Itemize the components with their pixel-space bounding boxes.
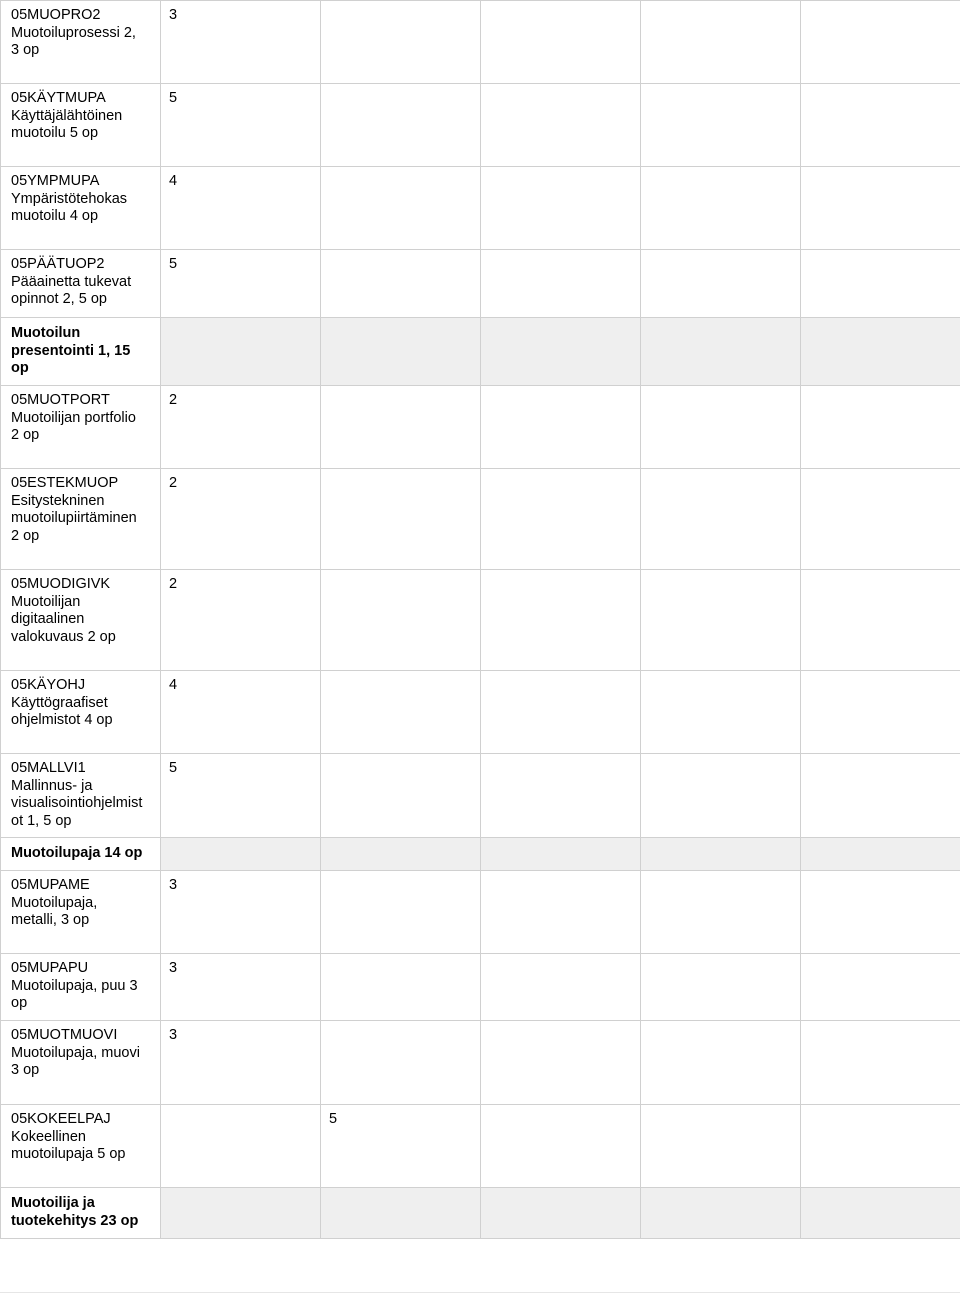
credit-cell	[161, 1188, 321, 1239]
group-row	[1, 838, 960, 871]
cell-text-line: muotoilupiirtäminen	[11, 510, 137, 526]
course-name-cell	[1, 754, 161, 838]
course-row	[1, 1021, 960, 1105]
credit-cell: 2	[161, 386, 321, 469]
credit-cell: 3	[161, 1021, 321, 1105]
credit-cell	[641, 167, 801, 250]
credit-cell: 5	[161, 84, 321, 167]
credit-cell	[801, 754, 960, 838]
cell-text-line: Muotoilijan	[11, 593, 81, 610]
credit-cell: 5	[161, 754, 321, 838]
credit-cell	[801, 838, 960, 871]
credit-cell	[481, 250, 641, 318]
credit-cell: 3	[161, 871, 321, 954]
course-name-cell	[1, 1105, 161, 1188]
course-name-cell	[1, 84, 161, 167]
credit-cell	[801, 570, 960, 671]
credit-cell: 4	[161, 167, 321, 250]
cell-text-line: 05MALLVI1	[11, 760, 86, 776]
group-title-cell	[1, 838, 161, 871]
group-title-cell	[1, 318, 161, 386]
cell-text-line: 05MUOTPORT	[11, 392, 110, 408]
credit-cell	[481, 469, 641, 570]
credit-cell	[481, 167, 641, 250]
group-row	[1, 318, 960, 386]
cell-text-line: Muotoilupaja, muovi	[11, 1044, 140, 1061]
group-row	[1, 1188, 960, 1239]
course-row	[1, 386, 960, 469]
credit-cell	[801, 250, 960, 318]
cell-text-line: opinnot 2, 5 op	[11, 291, 107, 307]
credit-cell: 2	[161, 469, 321, 570]
cell-text-line: Muotoilun	[11, 325, 81, 341]
course-row	[1, 250, 960, 318]
credit-cell	[321, 469, 481, 570]
credit-cell	[481, 871, 641, 954]
course-name-cell	[1, 954, 161, 1021]
cell-text-line: ohjelmistot 4 op	[11, 712, 113, 728]
cell-text-line: Muotoilija ja	[11, 1195, 95, 1211]
credit-cell	[641, 318, 801, 386]
course-name-cell	[1, 250, 161, 318]
cell-text-line: Muotoilijan portfolio	[11, 409, 136, 426]
credit-cell	[321, 318, 481, 386]
credit-cell	[321, 954, 481, 1021]
cell-text-line: Muotoiluprosessi 2,	[11, 24, 136, 41]
credit-cell	[641, 1105, 801, 1188]
credit-cell	[321, 1188, 481, 1239]
cell-text-line: Esitystekninen	[11, 492, 105, 509]
credit-cell	[481, 754, 641, 838]
course-row	[1, 167, 960, 250]
credit-cell	[801, 954, 960, 1021]
course-row	[1, 84, 960, 167]
study-plan-body	[1, 1, 960, 1239]
cell-text-line: digitaalinen	[11, 611, 85, 627]
credit-cell	[321, 1, 481, 84]
cell-text-line: metalli, 3 op	[11, 912, 90, 928]
credit-cell	[481, 570, 641, 671]
cell-text-line: 05MUOPRO2	[11, 7, 101, 23]
credit-cell	[801, 469, 960, 570]
cell-text-line: valokuvaus 2 op	[11, 628, 116, 645]
cell-text-line: 05YMPMUPA	[11, 173, 100, 189]
credit-cell	[321, 838, 481, 871]
cell-text-line: Ympäristötehokas	[11, 190, 128, 207]
cell-text-line: tuotekehitys 23 op	[11, 1212, 139, 1229]
course-row	[1, 871, 960, 954]
credit-cell: 5	[161, 250, 321, 318]
credit-cell	[321, 671, 481, 754]
credit-cell	[321, 570, 481, 671]
cell-text-line: ot 1, 5 op	[11, 812, 72, 829]
credit-cell	[641, 838, 801, 871]
credit-cell	[801, 671, 960, 754]
cell-text-line: muotoilupaja 5 op	[11, 1146, 126, 1162]
cell-text-line: visualisointiohjelmist	[11, 795, 143, 811]
credit-cell: 4	[161, 671, 321, 754]
credit-cell	[481, 386, 641, 469]
credit-cell	[801, 1105, 960, 1188]
credit-cell	[481, 1021, 641, 1105]
credit-cell	[641, 1, 801, 84]
credit-cell	[641, 1021, 801, 1105]
credit-cell: 2	[161, 570, 321, 671]
course-row	[1, 1, 960, 84]
cell-text-line: 05MUOTMUOVI	[11, 1027, 118, 1043]
credit-cell	[481, 1188, 641, 1239]
cell-text-line: muotoilu 5 op	[11, 125, 99, 141]
course-name-cell	[1, 469, 161, 570]
cell-text-line: 05ESTEKMUOP	[11, 475, 119, 491]
cell-text-line: 2 op	[11, 527, 40, 544]
cell-text-line: 05KÄYOHJ	[11, 677, 86, 693]
course-name-cell	[1, 1021, 161, 1105]
cell-text-line: muotoilu 4 op	[11, 208, 99, 224]
cell-text-line: Mallinnus- ja	[11, 777, 93, 794]
cell-text-line: 3 op	[11, 42, 40, 58]
cell-text-line: presentointi 1, 15	[11, 342, 131, 359]
cell-text-line: 3 op	[11, 1062, 40, 1078]
cell-text-line: 05MUPAME	[11, 877, 90, 893]
credit-cell	[321, 167, 481, 250]
credit-cell	[321, 754, 481, 838]
credit-cell	[481, 1, 641, 84]
cell-text-line: 05PÄÄTUOP2	[11, 256, 105, 272]
credit-cell	[801, 84, 960, 167]
cell-text-line: op	[11, 360, 29, 376]
group-title-cell	[1, 1188, 161, 1239]
credit-cell	[481, 954, 641, 1021]
credit-cell	[801, 1021, 960, 1105]
page-bottom-border	[0, 1292, 960, 1293]
credit-cell	[481, 1105, 641, 1188]
course-name-cell	[1, 871, 161, 954]
credit-cell	[641, 469, 801, 570]
credit-cell	[481, 318, 641, 386]
credit-cell	[481, 838, 641, 871]
credit-cell	[801, 871, 960, 954]
credit-cell	[161, 318, 321, 386]
credit-cell	[641, 570, 801, 671]
cell-text-line: Muotoilupaja 14 op	[11, 845, 143, 861]
cell-text-line: 05KÄYTMUPA	[11, 90, 106, 106]
credit-cell	[641, 84, 801, 167]
course-name-cell	[1, 671, 161, 754]
cell-text-line: op	[11, 995, 28, 1011]
cell-text-line: 05KOKEELPAJ	[11, 1111, 111, 1127]
course-name-cell	[1, 1, 161, 84]
course-row	[1, 570, 960, 671]
cell-text-line: 05MUODIGIVK	[11, 576, 111, 592]
credit-cell	[801, 1, 960, 84]
credit-cell	[641, 754, 801, 838]
course-row	[1, 954, 960, 1021]
cell-text-line: Muotoilupaja, puu 3	[11, 977, 138, 994]
credit-cell	[321, 1021, 481, 1105]
credit-cell	[321, 250, 481, 318]
credit-cell	[641, 386, 801, 469]
course-row	[1, 754, 960, 838]
cell-text-line: Pääainetta tukevat	[11, 273, 132, 290]
course-row	[1, 1105, 960, 1188]
credit-cell	[321, 386, 481, 469]
course-row	[1, 469, 960, 570]
credit-cell	[801, 386, 960, 469]
credit-cell	[161, 838, 321, 871]
credit-cell	[641, 671, 801, 754]
cell-text-line: Käyttögraafiset	[11, 694, 108, 711]
credit-cell	[641, 1188, 801, 1239]
course-name-cell	[1, 570, 161, 671]
credit-cell	[481, 671, 641, 754]
credit-cell	[801, 1188, 960, 1239]
cell-text-line: 2 op	[11, 427, 40, 443]
credit-cell	[321, 84, 481, 167]
credit-cell: 3	[161, 1, 321, 84]
credit-cell	[321, 871, 481, 954]
credit-cell	[801, 167, 960, 250]
credit-cell	[801, 318, 960, 386]
credit-cell	[641, 250, 801, 318]
course-name-cell	[1, 167, 161, 250]
course-row	[1, 671, 960, 754]
cell-text-line: Kokeellinen	[11, 1128, 86, 1145]
cell-text-line: 05MUPAPU	[11, 960, 89, 976]
cell-text-line: Muotoilupaja,	[11, 894, 98, 911]
credit-cell	[641, 871, 801, 954]
credit-cell	[161, 1105, 321, 1188]
credit-cell	[641, 954, 801, 1021]
credit-cell: 5	[321, 1105, 481, 1188]
credit-cell: 3	[161, 954, 321, 1021]
credit-cell	[481, 84, 641, 167]
course-name-cell	[1, 386, 161, 469]
cell-text-line: Käyttäjälähtöinen	[11, 107, 123, 124]
